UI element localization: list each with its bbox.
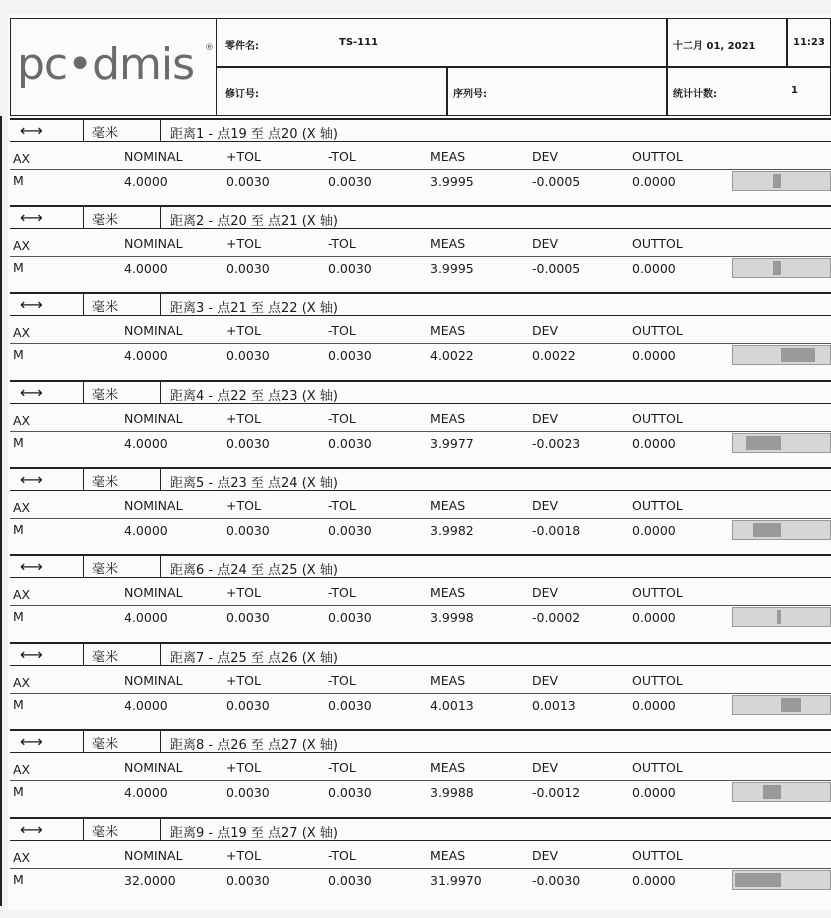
deviation-bar-fill	[735, 873, 781, 887]
ax-value: M	[13, 347, 24, 362]
section-title: 距离4 - 点22 至 点23 (X 轴)	[170, 389, 338, 404]
col-ax-header: AX	[13, 413, 31, 428]
plus-tol-value: 0.0030	[226, 873, 270, 888]
col-dev-header: DEV	[532, 673, 559, 688]
plus-tol-value: 0.0030	[226, 698, 270, 713]
col-minus-tol-header: -TOL	[328, 673, 356, 688]
col-outtol-header: OUTTOL	[632, 236, 683, 251]
measurement-section	[10, 205, 831, 291]
dev-value: 0.0022	[532, 348, 576, 363]
col-nominal-header: NOMINAL	[124, 149, 183, 164]
section-title: 距离8 - 点26 至 点27 (X 轴)	[170, 738, 338, 753]
section-title-bar	[10, 380, 831, 404]
deviation-bar	[732, 520, 831, 540]
serial-label: 序列号:	[453, 89, 487, 100]
dev-value: -0.0002	[532, 610, 581, 625]
header-divider	[217, 66, 830, 68]
meas-value: 4.0022	[430, 348, 474, 363]
outtol-value: 0.0000	[632, 174, 676, 189]
double-arrow-icon: ⟷	[20, 470, 43, 489]
col-meas-header: MEAS	[430, 585, 466, 600]
deviation-bar	[732, 171, 831, 191]
row-divider	[10, 868, 831, 869]
col-outtol-header: OUTTOL	[632, 673, 683, 688]
ax-value: M	[13, 697, 24, 712]
col-minus-tol-header: -TOL	[328, 149, 356, 164]
double-arrow-icon: ⟷	[20, 645, 43, 664]
measurement-section	[10, 292, 831, 378]
measurement-section	[10, 380, 831, 466]
deviation-bar-fill	[781, 348, 815, 362]
col-outtol-header: OUTTOL	[632, 149, 683, 164]
col-ax-header: AX	[13, 587, 31, 602]
outtol-value: 0.0000	[632, 873, 676, 888]
col-plus-tol-header: +TOL	[226, 236, 261, 251]
col-plus-tol-header: +TOL	[226, 760, 261, 775]
row-divider	[10, 256, 831, 257]
deviation-bar	[732, 870, 831, 890]
unit-label: 毫米	[83, 556, 161, 577]
registered-mark: ®	[205, 43, 214, 53]
meas-value: 3.9982	[430, 523, 474, 538]
unit-label: 毫米	[83, 382, 161, 403]
meas-value: 4.0013	[430, 698, 474, 713]
minus-tol-value: 0.0030	[328, 610, 372, 625]
deviation-bar	[732, 433, 831, 453]
dev-value: -0.0030	[532, 873, 581, 888]
meas-value: 3.9995	[430, 261, 474, 276]
col-nominal-header: NOMINAL	[124, 848, 183, 863]
deviation-bar-fill	[753, 523, 781, 537]
row-divider	[10, 431, 831, 432]
col-plus-tol-header: +TOL	[226, 673, 261, 688]
nominal-value: 4.0000	[124, 610, 168, 625]
col-ax-header: AX	[13, 151, 31, 166]
ax-value: M	[13, 609, 24, 624]
outtol-value: 0.0000	[632, 610, 676, 625]
col-outtol-header: OUTTOL	[632, 848, 683, 863]
col-outtol-header: OUTTOL	[632, 585, 683, 600]
meas-value: 3.9998	[430, 610, 474, 625]
meas-value: 31.9970	[430, 873, 482, 888]
minus-tol-value: 0.0030	[328, 436, 372, 451]
col-dev-header: DEV	[532, 498, 559, 513]
unit-label: 毫米	[83, 819, 161, 840]
unit-label: 毫米	[83, 731, 161, 752]
row-divider	[10, 605, 831, 606]
col-nominal-header: NOMINAL	[124, 673, 183, 688]
deviation-bar-fill	[763, 785, 781, 799]
col-meas-header: MEAS	[430, 848, 466, 863]
col-outtol-header: OUTTOL	[632, 323, 683, 338]
outtol-value: 0.0000	[632, 436, 676, 451]
section-title-bar	[10, 817, 831, 841]
report-time: 11:23	[793, 37, 825, 48]
nominal-value: 4.0000	[124, 261, 168, 276]
deviation-bar	[732, 258, 831, 278]
col-dev-header: DEV	[532, 323, 559, 338]
col-dev-header: DEV	[532, 848, 559, 863]
measurement-section	[10, 729, 831, 815]
nominal-value: 4.0000	[124, 174, 168, 189]
section-title-bar	[10, 642, 831, 666]
left-border	[0, 116, 2, 906]
minus-tol-value: 0.0030	[328, 348, 372, 363]
deviation-bar-fill	[777, 610, 781, 624]
double-arrow-icon: ⟷	[20, 208, 43, 227]
report-header	[10, 18, 831, 116]
minus-tol-value: 0.0030	[328, 698, 372, 713]
ax-value: M	[13, 784, 24, 799]
col-ax-header: AX	[13, 238, 31, 253]
col-dev-header: DEV	[532, 236, 559, 251]
dev-value: -0.0005	[532, 174, 581, 189]
outtol-value: 0.0000	[632, 261, 676, 276]
nominal-value: 32.0000	[124, 873, 176, 888]
col-meas-header: MEAS	[430, 411, 466, 426]
part-name-value: TS-111	[339, 37, 379, 48]
double-arrow-icon: ⟷	[20, 732, 43, 751]
section-title-bar	[10, 729, 831, 753]
col-plus-tol-header: +TOL	[226, 411, 261, 426]
col-minus-tol-header: -TOL	[328, 236, 356, 251]
col-minus-tol-header: -TOL	[328, 760, 356, 775]
col-nominal-header: NOMINAL	[124, 585, 183, 600]
section-title: 距离2 - 点20 至 点21 (X 轴)	[170, 214, 338, 229]
ax-value: M	[13, 522, 24, 537]
unit-label: 毫米	[83, 644, 161, 665]
unit-label: 毫米	[83, 120, 161, 141]
col-outtol-header: OUTTOL	[632, 760, 683, 775]
double-arrow-icon: ⟷	[20, 820, 43, 839]
plus-tol-value: 0.0030	[226, 523, 270, 538]
col-ax-header: AX	[13, 762, 31, 777]
measurement-section	[10, 817, 831, 903]
col-ax-header: AX	[13, 500, 31, 515]
plus-tol-value: 0.0030	[226, 348, 270, 363]
minus-tol-value: 0.0030	[328, 523, 372, 538]
col-dev-header: DEV	[532, 585, 559, 600]
pcdmis-logo	[11, 19, 217, 115]
measurement-section	[10, 642, 831, 728]
outtol-value: 0.0000	[632, 348, 676, 363]
ax-value: M	[13, 872, 24, 887]
section-title: 距离7 - 点25 至 点26 (X 轴)	[170, 651, 338, 666]
section-title-bar	[10, 292, 831, 316]
col-ax-header: AX	[13, 675, 31, 690]
col-nominal-header: NOMINAL	[124, 498, 183, 513]
col-plus-tol-header: +TOL	[226, 585, 261, 600]
section-title: 距离6 - 点24 至 点25 (X 轴)	[170, 563, 338, 578]
deviation-bar	[732, 782, 831, 802]
minus-tol-value: 0.0030	[328, 873, 372, 888]
meas-value: 3.9977	[430, 436, 474, 451]
col-nominal-header: NOMINAL	[124, 411, 183, 426]
col-minus-tol-header: -TOL	[328, 498, 356, 513]
stat-count-label: 统计计数:	[673, 89, 717, 100]
section-title: 距离9 - 点19 至 点27 (X 轴)	[170, 826, 338, 841]
outtol-value: 0.0000	[632, 698, 676, 713]
meas-value: 3.9995	[430, 174, 474, 189]
row-divider	[10, 780, 831, 781]
deviation-bar	[732, 607, 831, 627]
row-divider	[10, 518, 831, 519]
nominal-value: 4.0000	[124, 348, 168, 363]
col-meas-header: MEAS	[430, 149, 466, 164]
ax-value: M	[13, 435, 24, 450]
section-title: 距离3 - 点21 至 点22 (X 轴)	[170, 301, 338, 316]
dev-value: -0.0023	[532, 436, 581, 451]
deviation-bar	[732, 345, 831, 365]
col-nominal-header: NOMINAL	[124, 323, 183, 338]
dev-value: -0.0018	[532, 523, 581, 538]
col-plus-tol-header: +TOL	[226, 323, 261, 338]
logo-wordmark: pc•dmis	[17, 39, 195, 90]
row-divider	[10, 343, 831, 344]
col-plus-tol-header: +TOL	[226, 498, 261, 513]
deviation-bar-fill	[781, 698, 801, 712]
nominal-value: 4.0000	[124, 698, 168, 713]
col-minus-tol-header: -TOL	[328, 848, 356, 863]
deviation-bar-fill	[773, 261, 781, 275]
dev-value: -0.0012	[532, 785, 581, 800]
col-nominal-header: NOMINAL	[124, 236, 183, 251]
col-meas-header: MEAS	[430, 673, 466, 688]
col-dev-header: DEV	[532, 760, 559, 775]
section-title: 距离1 - 点19 至 点20 (X 轴)	[170, 127, 338, 142]
nominal-value: 4.0000	[124, 785, 168, 800]
col-minus-tol-header: -TOL	[328, 585, 356, 600]
col-meas-header: MEAS	[430, 498, 466, 513]
row-divider	[10, 693, 831, 694]
plus-tol-value: 0.0030	[226, 785, 270, 800]
meas-value: 3.9988	[430, 785, 474, 800]
double-arrow-icon: ⟷	[20, 383, 43, 402]
header-divider	[666, 19, 668, 115]
header-divider	[786, 19, 788, 66]
col-plus-tol-header: +TOL	[226, 149, 261, 164]
col-minus-tol-header: -TOL	[328, 323, 356, 338]
section-title-bar	[10, 554, 831, 578]
unit-label: 毫米	[83, 207, 161, 228]
plus-tol-value: 0.0030	[226, 261, 270, 276]
col-dev-header: DEV	[532, 149, 559, 164]
col-outtol-header: OUTTOL	[632, 411, 683, 426]
col-dev-header: DEV	[532, 411, 559, 426]
col-nominal-header: NOMINAL	[124, 760, 183, 775]
nominal-value: 4.0000	[124, 523, 168, 538]
deviation-bar	[732, 695, 831, 715]
report-date: 十二月 01, 2021	[673, 41, 756, 52]
col-outtol-header: OUTTOL	[632, 498, 683, 513]
double-arrow-icon: ⟷	[20, 295, 43, 314]
unit-label: 毫米	[83, 294, 161, 315]
dev-value: 0.0013	[532, 698, 576, 713]
section-title-bar	[10, 118, 831, 142]
col-ax-header: AX	[13, 325, 31, 340]
ax-value: M	[13, 260, 24, 275]
deviation-bar-fill	[746, 436, 781, 450]
measurement-section	[10, 554, 831, 640]
plus-tol-value: 0.0030	[226, 174, 270, 189]
minus-tol-value: 0.0030	[328, 174, 372, 189]
col-minus-tol-header: -TOL	[328, 411, 356, 426]
part-name-label: 零件名:	[225, 41, 259, 52]
measurement-section	[10, 467, 831, 553]
deviation-bar-fill	[773, 174, 781, 188]
double-arrow-icon: ⟷	[20, 121, 43, 140]
plus-tol-value: 0.0030	[226, 436, 270, 451]
col-meas-header: MEAS	[430, 236, 466, 251]
section-title-bar	[10, 205, 831, 229]
revision-label: 修订号:	[225, 89, 259, 100]
nominal-value: 4.0000	[124, 436, 168, 451]
minus-tol-value: 0.0030	[328, 261, 372, 276]
col-meas-header: MEAS	[430, 760, 466, 775]
col-ax-header: AX	[13, 850, 31, 865]
outtol-value: 0.0000	[632, 785, 676, 800]
stat-count-value: 1	[791, 85, 798, 96]
section-title: 距离5 - 点23 至 点24 (X 轴)	[170, 476, 338, 491]
minus-tol-value: 0.0030	[328, 785, 372, 800]
measurement-section	[10, 118, 831, 204]
dev-value: -0.0005	[532, 261, 581, 276]
col-plus-tol-header: +TOL	[226, 848, 261, 863]
col-meas-header: MEAS	[430, 323, 466, 338]
outtol-value: 0.0000	[632, 523, 676, 538]
section-title-bar	[10, 467, 831, 491]
plus-tol-value: 0.0030	[226, 610, 270, 625]
header-divider	[446, 66, 448, 115]
unit-label: 毫米	[83, 469, 161, 490]
row-divider	[10, 169, 831, 170]
ax-value: M	[13, 173, 24, 188]
double-arrow-icon: ⟷	[20, 557, 43, 576]
